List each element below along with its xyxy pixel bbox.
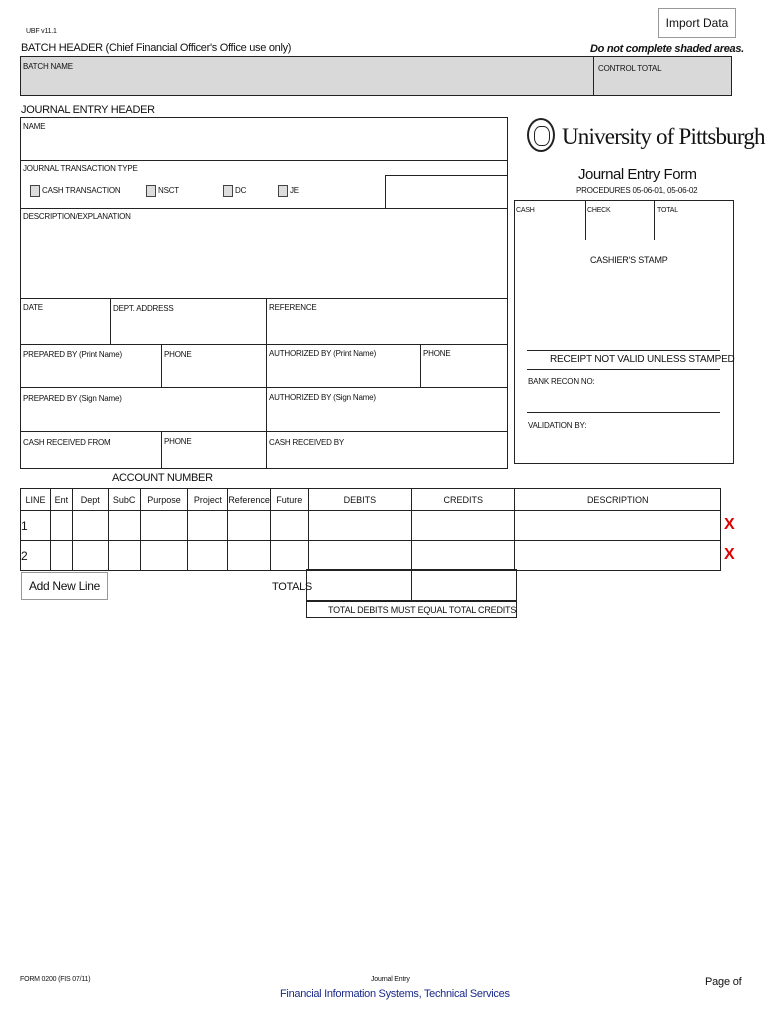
delete-row-1-icon[interactable]: X bbox=[724, 516, 735, 533]
col-credits: CREDITS bbox=[412, 489, 515, 511]
dc-checkbox[interactable] bbox=[223, 185, 233, 197]
col-subc: SubC bbox=[108, 489, 140, 511]
ent-cell[interactable] bbox=[50, 511, 72, 541]
bank-recon-label: BANK RECON NO: bbox=[528, 377, 595, 386]
reference-cell[interactable] bbox=[228, 541, 271, 571]
row-number: 1 bbox=[21, 511, 51, 541]
description-cell[interactable] bbox=[515, 511, 721, 541]
col-ent: Ent bbox=[50, 489, 72, 511]
credit-cell[interactable] bbox=[412, 511, 515, 541]
debit-cell[interactable] bbox=[308, 511, 411, 541]
version-label: UBF v11.1 bbox=[26, 28, 57, 35]
page-label: Page of bbox=[705, 976, 742, 988]
col-future: Future bbox=[270, 489, 308, 511]
validation-label: VALIDATION BY: bbox=[528, 421, 587, 430]
cash-label: CASH bbox=[516, 207, 535, 214]
authorized-sign-label: AUTHORIZED BY (Sign Name) bbox=[269, 393, 376, 402]
phone-label-1: PHONE bbox=[164, 350, 192, 359]
future-cell[interactable] bbox=[270, 541, 308, 571]
description-label: DESCRIPTION/EXPLANATION bbox=[23, 212, 131, 221]
type-nsct[interactable]: NSCT bbox=[146, 185, 179, 197]
balance-notice: TOTAL DEBITS MUST EQUAL TOTAL CREDITS bbox=[328, 605, 517, 615]
check-label: CHECK bbox=[587, 207, 611, 214]
procedures-label: PROCEDURES 05-06-01, 05-06-02 bbox=[576, 186, 698, 195]
col-project: Project bbox=[188, 489, 228, 511]
col-line: LINE bbox=[21, 489, 51, 511]
account-number-title: ACCOUNT NUMBER bbox=[112, 472, 213, 484]
je-checkbox[interactable] bbox=[278, 185, 288, 197]
phone-label-3: PHONE bbox=[164, 437, 192, 446]
type-cash-transaction[interactable]: CASH TRANSACTION bbox=[30, 185, 120, 197]
cash-received-from-label: CASH RECEIVED FROM bbox=[23, 438, 111, 447]
future-cell[interactable] bbox=[270, 511, 308, 541]
project-cell[interactable] bbox=[188, 511, 228, 541]
subc-cell[interactable] bbox=[108, 511, 140, 541]
cash-transaction-checkbox[interactable] bbox=[30, 185, 40, 197]
delete-row-2-icon[interactable]: X bbox=[724, 546, 735, 563]
account-table bbox=[20, 488, 721, 571]
university-name: University of Pittsburgh bbox=[562, 124, 765, 149]
transaction-type-label: JOURNAL TRANSACTION TYPE bbox=[23, 164, 138, 173]
batch-header-title: BATCH HEADER (Chief Financial Officer's Office use only) bbox=[21, 42, 292, 54]
ent-cell[interactable] bbox=[50, 541, 72, 571]
debit-cell[interactable] bbox=[308, 541, 411, 571]
purpose-cell[interactable] bbox=[140, 541, 188, 571]
purpose-cell[interactable] bbox=[140, 511, 188, 541]
credit-cell[interactable] bbox=[412, 541, 515, 571]
prepared-print-label: PREPARED BY (Print Name) bbox=[23, 350, 122, 359]
batch-header-box bbox=[20, 56, 732, 96]
footer-center-label: Journal Entry bbox=[371, 976, 410, 983]
name-label: NAME bbox=[23, 122, 46, 131]
receipt-notice: RECEIPT NOT VALID UNLESS STAMPED bbox=[550, 354, 735, 365]
col-debits: DEBITS bbox=[308, 489, 411, 511]
col-purpose: Purpose bbox=[140, 489, 188, 511]
type-je[interactable]: JE bbox=[278, 185, 299, 197]
import-data-button[interactable]: Import Data bbox=[658, 8, 736, 38]
description-cell[interactable] bbox=[515, 541, 721, 571]
form-title: Journal Entry Form bbox=[578, 166, 697, 183]
dept-cell[interactable] bbox=[72, 541, 108, 571]
nsct-checkbox[interactable] bbox=[146, 185, 156, 197]
row-number: 2 bbox=[21, 541, 51, 571]
type-dc[interactable]: DC bbox=[223, 185, 246, 197]
form-number: FORM 0200 (FIS 07/11) bbox=[20, 976, 91, 983]
footer-department: Financial Information Systems, Technical Services bbox=[280, 988, 510, 1000]
dept-cell[interactable] bbox=[72, 511, 108, 541]
phone-label-2: PHONE bbox=[423, 349, 451, 358]
col-description: DESCRIPTION bbox=[515, 489, 721, 511]
cash-received-by-label: CASH RECEIVED BY bbox=[269, 438, 345, 447]
date-label: DATE bbox=[23, 303, 43, 312]
col-reference: Reference bbox=[228, 489, 271, 511]
dept-address-label: DEPT. ADDRESS bbox=[113, 304, 174, 313]
add-new-line-button[interactable]: Add New Line bbox=[21, 572, 108, 600]
authorized-print-label: AUTHORIZED BY (Print Name) bbox=[269, 349, 377, 358]
subc-cell[interactable] bbox=[108, 541, 140, 571]
totals-label: TOTALS bbox=[272, 581, 312, 593]
shaded-notice: Do not complete shaded areas. bbox=[590, 43, 744, 55]
table-row bbox=[21, 511, 721, 541]
reference-cell[interactable] bbox=[228, 511, 271, 541]
prepared-sign-label: PREPARED BY (Sign Name) bbox=[23, 394, 122, 403]
batch-name-label: BATCH NAME bbox=[23, 62, 73, 71]
reference-label: REFERENCE bbox=[269, 303, 317, 312]
total-label: TOTAL bbox=[657, 207, 678, 214]
journal-section-title: JOURNAL ENTRY HEADER bbox=[21, 104, 155, 116]
table-row bbox=[21, 541, 721, 571]
project-cell[interactable] bbox=[188, 541, 228, 571]
control-total-label: CONTROL TOTAL bbox=[598, 64, 662, 73]
col-dept: Dept bbox=[72, 489, 108, 511]
cashiers-stamp-label: CASHIER'S STAMP bbox=[590, 255, 668, 265]
university-seal-icon bbox=[527, 118, 555, 152]
